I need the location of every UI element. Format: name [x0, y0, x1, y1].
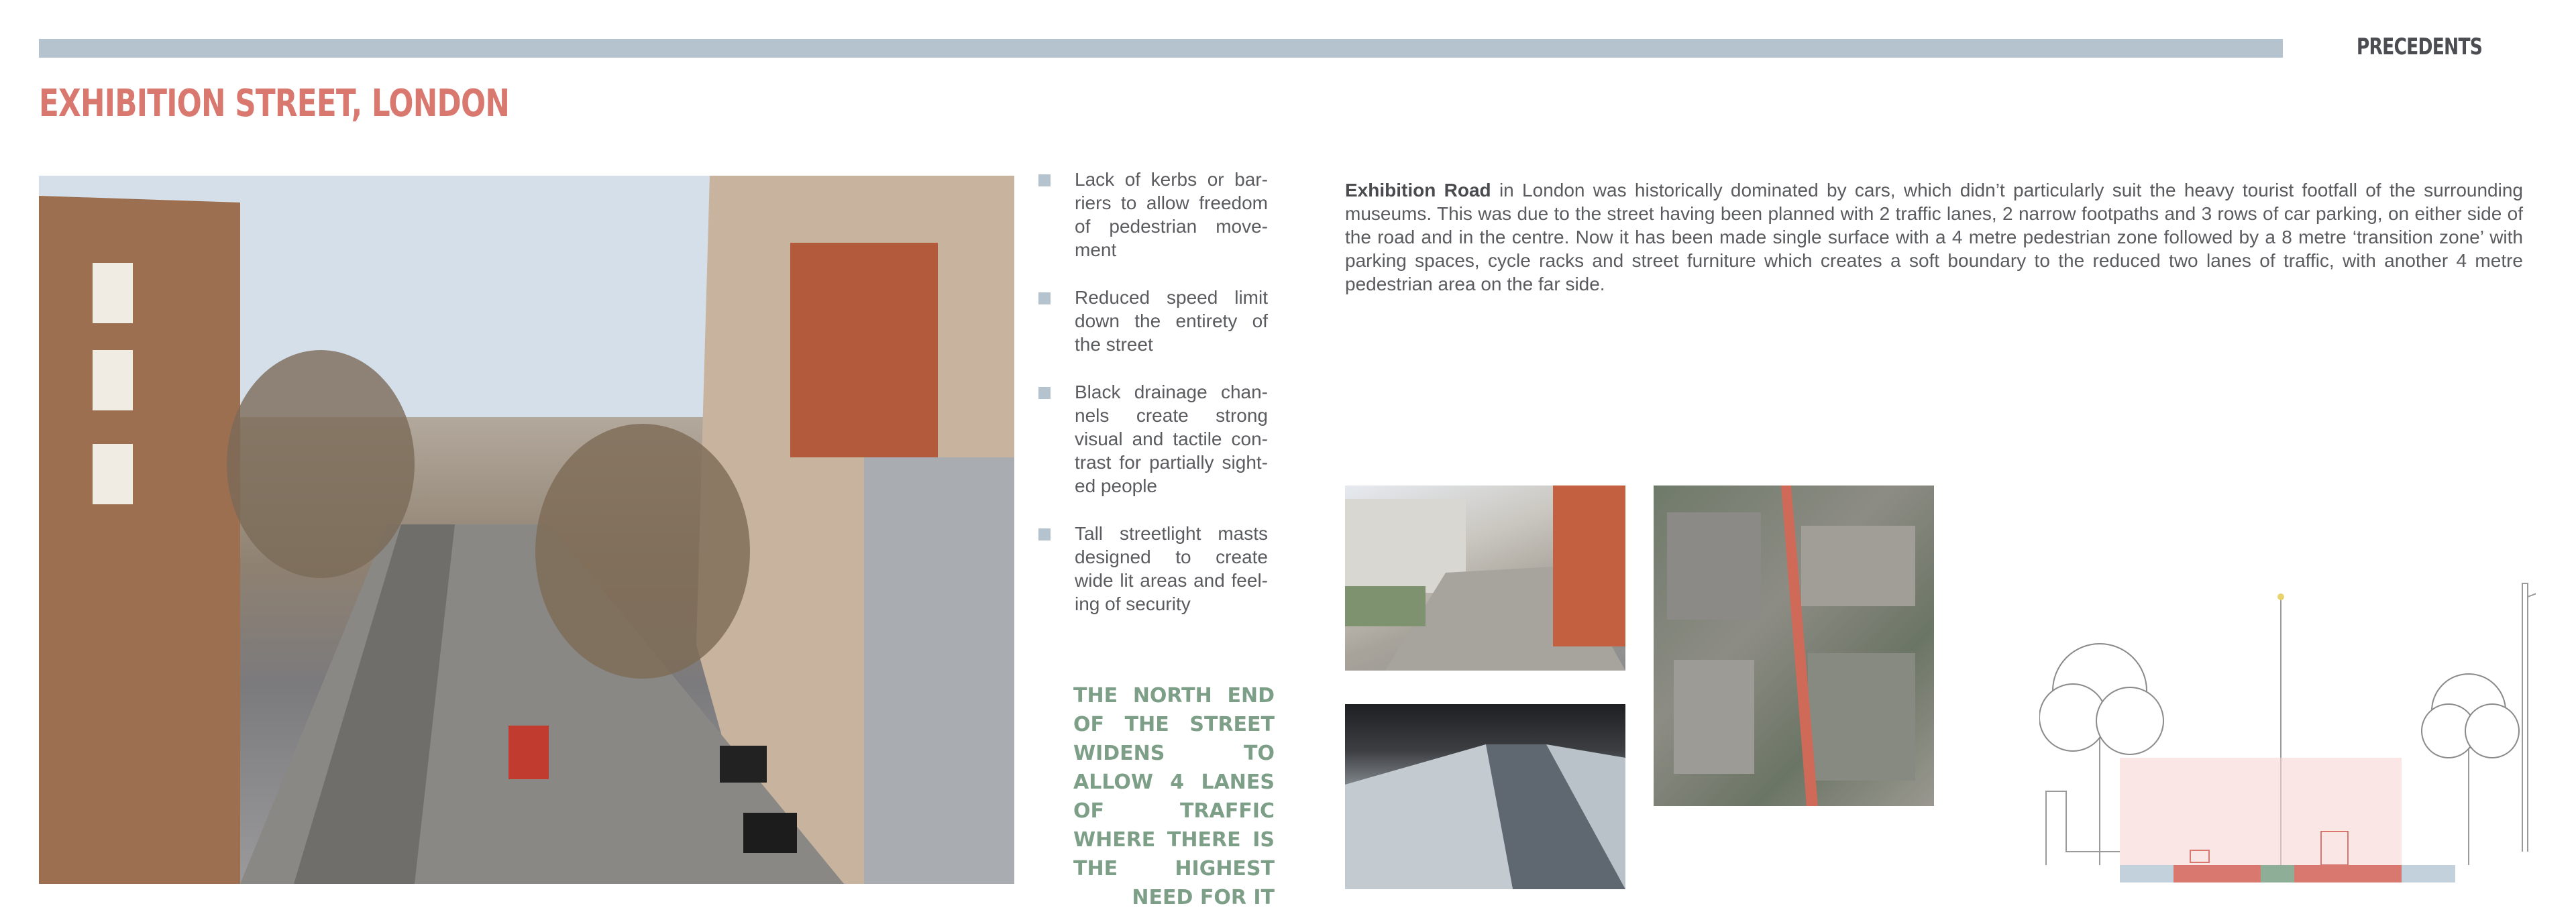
satellite-illustration [1654, 486, 1934, 806]
street-section-diagram [2039, 570, 2536, 892]
bullet-square-icon [1038, 528, 1051, 540]
bullet-square-icon [1038, 174, 1051, 186]
bullet-square-icon [1038, 387, 1051, 399]
list-item: Tall streetlight masts designed to create wide lit areas and feel- ing of security [1038, 522, 1268, 616]
intro-lead: Exhibition Road [1345, 180, 1491, 201]
intro-paragraph [1345, 178, 2523, 296]
main-street-photo [39, 176, 1014, 884]
section-label: PRECEDENTS [2356, 34, 2482, 60]
list-item: Lack of kerbs or bar- riers to allow freedom of pedestrian move- ment [1038, 168, 1268, 262]
bullet-square-icon [1038, 292, 1051, 304]
list-item: Reduced speed limit down the entirety of the street [1038, 286, 1268, 356]
satellite-map-photo [1654, 486, 1934, 806]
header-bar [39, 39, 2283, 58]
drainage-channel-photo [1345, 704, 1625, 889]
list-item: Black drainage chan- nels create strong visual and tactile con- trast for partially sight- ed people [1038, 380, 1268, 498]
page-title: EXHIBITION STREET, LONDON [39, 82, 510, 125]
street-scene-illustration [39, 176, 1014, 884]
drainage-illustration [1345, 704, 1625, 889]
aerial-street-photo [1345, 486, 1625, 671]
intro-body: in London was historically dominated by cars, which didn’t particularly suit the heavy tourist footfall of the surrounding museums. This was due to the street having been planned with 2 traffic lanes, 2 narrow footpaths and 3 rows of car parking, on either side of the road and in the centre. Now it has been made single surface with a 4 metre pedestrian zone followed by a 8 metre ‘transition zone’ with parking spaces, cycle racks and street furniture which creates a soft boundary to the reduced two lanes of traffic, with another 4 metre pedestrian area on the far side. [1345, 180, 2523, 294]
aerial-illustration [1345, 486, 1625, 671]
feature-list [1038, 168, 1268, 640]
callout-text: THE NORTH END OF THE STREET WIDENS TO ALLOW 4 LANES OF TRAFFIC WHERE THERE IS THE HIGHEST NEED FOR IT [1073, 684, 1275, 909]
